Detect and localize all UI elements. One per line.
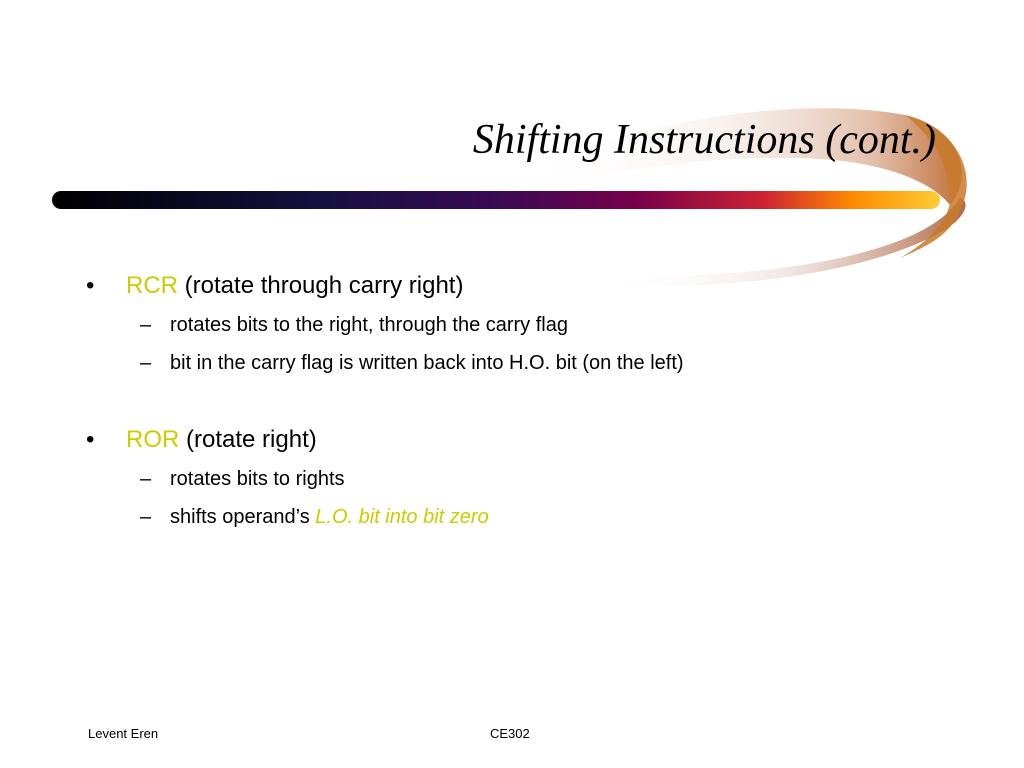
instruction-keyword-ror: ROR — [126, 426, 180, 453]
footer-author: Levent Eren — [88, 726, 159, 741]
sub-bullet — [86, 498, 966, 536]
sub-bullet-text: rotates bits to rights — [170, 468, 345, 490]
bullet-marker: • — [86, 426, 95, 453]
sub-bullet — [86, 306, 966, 344]
sub-bullet-text: bit in the carry flag is written back into H.O. bit (on the left) — [170, 352, 684, 374]
gradient-bar — [52, 191, 940, 209]
instruction-description-ror: (rotate right) — [186, 426, 317, 453]
bullet-rcr — [86, 268, 966, 304]
sub-bullet — [86, 460, 966, 498]
bullet-marker: • — [86, 272, 95, 299]
sub-bullet-text: shifts operand’s — [170, 506, 310, 528]
instruction-description-rcr: (rotate through carry right) — [184, 272, 464, 299]
bullet-list — [86, 268, 966, 536]
dash-marker: – — [140, 352, 152, 374]
dash-marker: – — [140, 506, 152, 528]
sub-bullet — [86, 344, 966, 382]
slide-title: Shifting Instructions (cont.) — [472, 117, 936, 163]
instruction-keyword-rcr: RCR — [126, 272, 178, 299]
bullet-ror — [86, 422, 966, 458]
rcr-sub-list — [86, 306, 966, 382]
dash-marker: – — [140, 468, 152, 490]
sub-bullet-text: rotates bits to the right, through the carry flag — [170, 314, 568, 336]
highlighted-text: L.O. bit into bit zero — [315, 506, 489, 528]
footer-course: CE302 — [490, 726, 530, 741]
dash-marker: – — [140, 314, 152, 336]
ror-sub-list — [86, 460, 966, 536]
